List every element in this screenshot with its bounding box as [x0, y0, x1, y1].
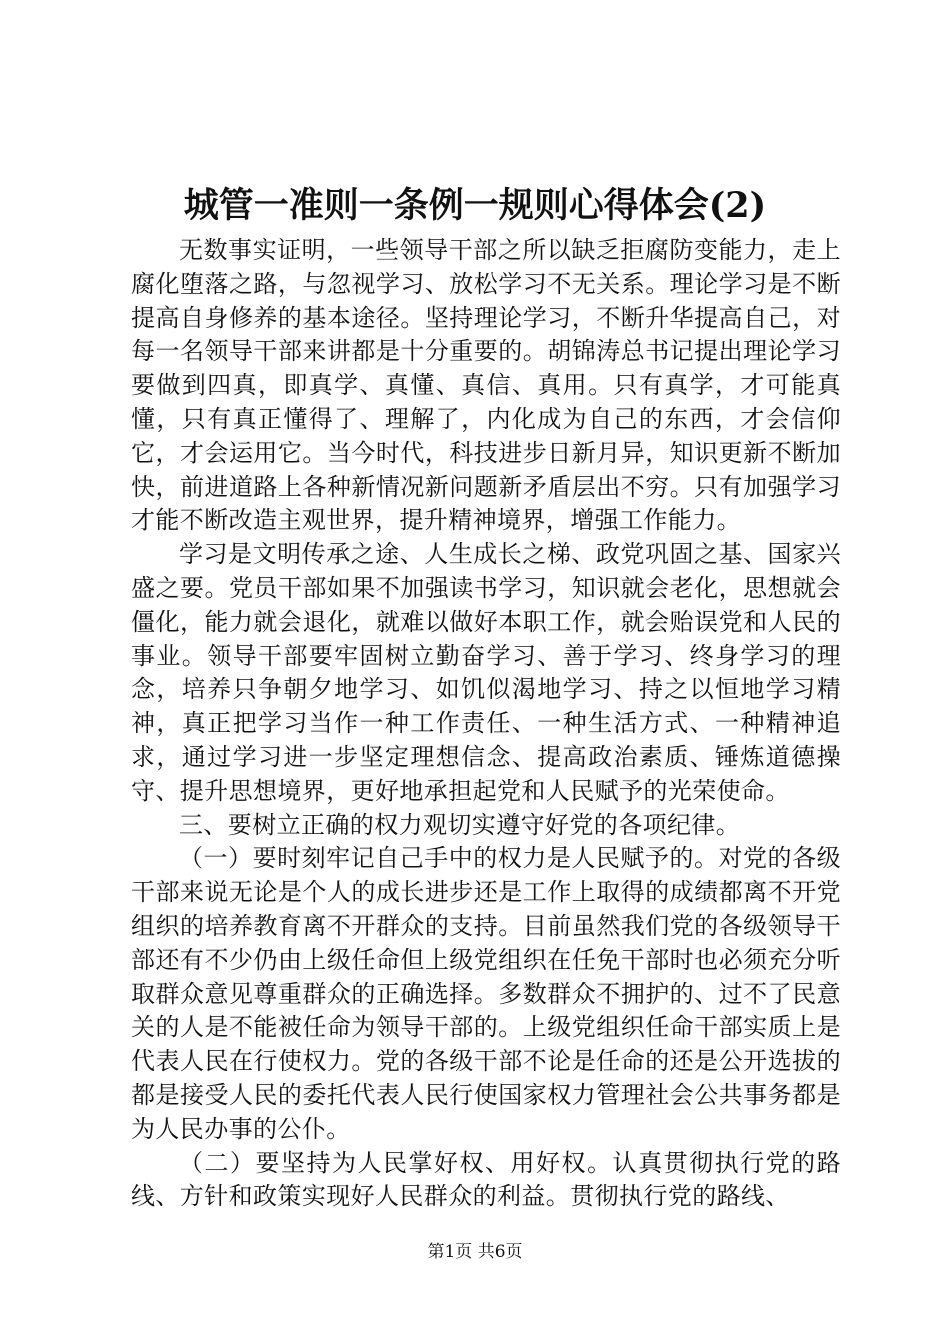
paragraph: （二）要坚持为人民掌好权、用好权。认真贯彻执行党的路线、方针和政策实现好人民群众的利益。贯彻执行党的路线、	[131, 1148, 841, 1211]
section-heading: 三、要树立正确的权力观切实遵守好党的各项纪律。	[179, 810, 741, 839]
paragraph: 无数事实证明，一些领导干部之所以缺乏拒腐防变能力，走上腐化堕落之路，与忽视学习、放松学习不无关系。理论学习是不断提高自身修养的基本途径。坚持理论学习，不断升华提高自己，对每一名领导干部来讲都是十分重要的。胡锦涛总书记提出理论学习要做到四真，即真学、真懂、真信、真用。只有真学，才可能真懂，只有真正懂得了、理解了，内化成为自己的东西，才会信仰它，才会运用它。当今时代，科技进步日新月异，知识更新不断加快，前进道路上各种新情况新问题新矛盾层出不穷。只有加强学习才能不断改造主观世界，提升精神境界，增强工作能力。	[131, 236, 841, 535]
document-title: 城管一准则一条例一规则心得体会(2)	[183, 185, 767, 226]
paragraph: 学习是文明传承之途、人生成长之梯、政党巩固之基、国家兴盛之要。党员干部如果不加强读书学习，知识就会老化，思想就会僵化，能力就会退化，就难以做好本职工作，就会贻误党和人民的事业。领导干部要牢固树立勤奋学习、善于学习、终身学习的理念，培养只争朝夕地学习、如饥似渴地学习、持之以恒地学习精神，真正把学习当作一种工作责任、一种生活方式、一种精神追求，通过学习进一步坚定理想信念、提高政治素质、锤炼道德操守、提升思想境界，更好地承担起党和人民赋予的光荣使命。	[131, 540, 841, 805]
paragraph: （一）要时刻牢记自己手中的权力是人民赋予的。对党的各级干部来说无论是个人的成长进步还是工作上取得的成绩都离不开党组织的培养教育离不开群众的支持。目前虽然我们党的各级领导干部还有不少仍由上级任命但上级党组织在任免干部时也必须充分听取群众意见尊重群众的正确选择。多数群众不拥护的、过不了民意关的人是不能被任命为领导干部的。上级党组织任命干部实质上是代表人民在行使权力。党的各级干部不论是任命的还是公开选拔的都是接受人民的委托代表人民行使国家权力管理社会公共事务都是为人民办事的公仆。	[131, 844, 841, 1143]
page-footer: 第1页 共6页	[427, 1242, 523, 1262]
document-body	[131, 234, 841, 1214]
